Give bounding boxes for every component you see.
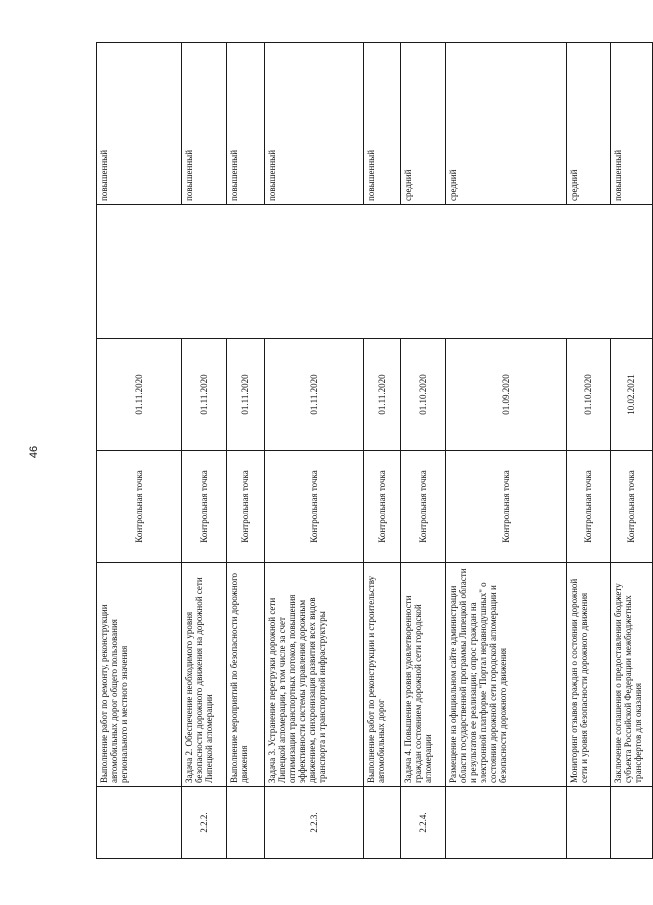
table-row [611, 43, 653, 859]
row-number [227, 787, 265, 859]
row-date: 01.10.2020 [567, 339, 611, 451]
blank-column [97, 205, 653, 339]
row-type: Контрольная точка [182, 451, 227, 563]
table-row [227, 43, 265, 859]
row-type: Контрольная точка [97, 451, 182, 563]
row-date: 01.11.2020 [364, 339, 401, 451]
row-level: средний [401, 43, 446, 205]
row-number [446, 787, 567, 859]
row-type: Контрольная точка [401, 451, 446, 563]
table-row [567, 43, 611, 859]
table-row [446, 43, 567, 859]
row-name: Размещение на официальном сайте администрации области государственной программы Липецкой области и результатов ее реализации; опрос граждан на электронной платформе "Портал неравнодушных" о состоянии дорожной сети городской агломерации и безопасности дорожного движения [446, 563, 567, 787]
row-name: Задача 2. Обеспечение необходимого уровня безопасности дорожного движения на дорожной сети Липецкой агломерации [182, 563, 227, 787]
row-type: Контрольная точка [567, 451, 611, 563]
page-number: 46 [28, 445, 40, 459]
row-date: 01.11.2020 [265, 339, 364, 451]
table-row [265, 43, 364, 859]
row-name: Выполнение работ по ремонту, реконструкции автомобильных дорог общего пользования регионального и местного значения [97, 563, 182, 787]
row-level: средний [446, 43, 567, 205]
row-type: Контрольная точка [227, 451, 265, 563]
row-level: повышенный [182, 43, 227, 205]
row-name: Задача 3. Устранение перегрузки дорожной сети Липецкой агломерации, в том числе за счет оптимизации транспортных потоков, повышения эффективности системы управления дорожным движением, синхронизация развития всех видов транспорта и транспортной инфраструктуры [265, 563, 364, 787]
row-type: Контрольная точка [265, 451, 364, 563]
row-number: 2.2.3. [265, 787, 364, 859]
row-number [567, 787, 611, 859]
table-row [364, 43, 401, 859]
row-name: Выполнение работ по реконструкции и строительству автомобильных дорог [364, 563, 401, 787]
control-points-table [96, 42, 653, 859]
row-number [611, 787, 653, 859]
row-level: средний [567, 43, 611, 205]
row-date: 10.02.2021 [611, 339, 653, 451]
row-level: повышенный [97, 43, 182, 205]
row-date: 01.11.2020 [97, 339, 182, 451]
row-name: Заключение соглашения о предоставлении бюджету субъекта Российской Федерации межбюджетных трансфертов для оказания [611, 563, 653, 787]
row-type: Контрольная точка [364, 451, 401, 563]
row-name: Задача 4. Повышение уровня удовлетворенности граждан состоянием дорожной сети городской агломерации [401, 563, 446, 787]
row-date: 01.11.2020 [227, 339, 265, 451]
table-row [401, 43, 446, 859]
table-row [182, 43, 227, 859]
row-number [97, 787, 182, 859]
row-name: Выполнение мероприятий по безопасности дорожного движения [227, 563, 265, 787]
row-date: 01.09.2020 [446, 339, 567, 451]
row-type: Контрольная точка [446, 451, 567, 563]
row-number [364, 787, 401, 859]
table-row [97, 43, 182, 859]
row-date: 01.11.2020 [182, 339, 227, 451]
row-name: Мониторинг отзывов граждан о состоянии дорожной сети и уровня безопасности дорожного движения [567, 563, 611, 787]
row-number: 2.2.2. [182, 787, 227, 859]
row-date: 01.10.2020 [401, 339, 446, 451]
row-number: 2.2.4. [401, 787, 446, 859]
row-level: повышенный [265, 43, 364, 205]
row-level: повышенный [364, 43, 401, 205]
row-level: повышенный [611, 43, 653, 205]
row-type: Контрольная точка [611, 451, 653, 563]
row-level: повышенный [227, 43, 265, 205]
